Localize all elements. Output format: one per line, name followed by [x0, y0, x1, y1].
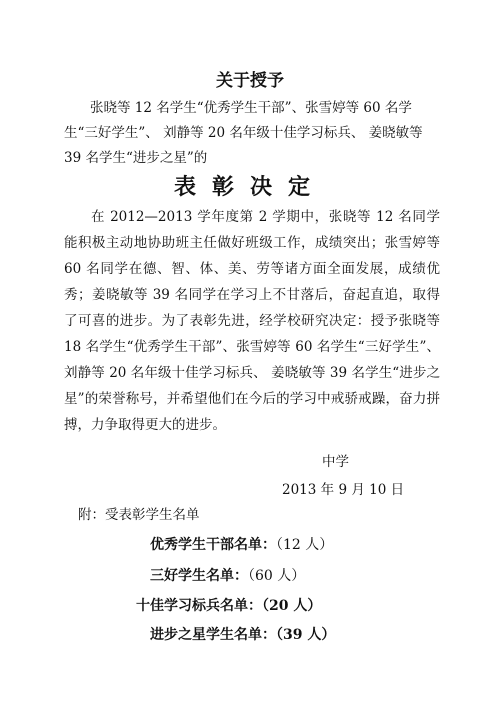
signature-organization: 中学 [322, 454, 349, 470]
list-item [136, 595, 321, 615]
list-count: （20 人） [262, 598, 322, 614]
list-item [150, 565, 305, 585]
signature-date: 2013 年 9 月 10 日 [282, 482, 405, 498]
list-label: 十佳学习标兵名单： [136, 598, 262, 614]
document-body: 在 2012—2013 学年度第 2 学期中，张晓等 12 名同学能积极主动地协助班主任做好班级工作，成绩突出；张雪婷等 60 名同学在德、智、体、美、劳等诸方面全面发展，成绩优秀；姜晓敏等 39 名同学在学习上不甘落后，奋起直追，取得了可喜的进步。为了表彰先进，经学校研究决定：授予张晓等 18 名学生“优秀学生干部”、张雪婷等 60 名学生“三好学生”、 刘静等 20 名年级十佳学习标兵、 姜晓敏等 39 名学生“进步之星”的荣誉称号，并希望他们在今后的学习中戒骄戒躁，奋力拼搏，力争取得更大的进步。 [64, 209, 440, 433]
list-label: 优秀学生干部名单： [150, 537, 276, 553]
list-count: （60 人） [248, 568, 306, 584]
list-count: （39 人） [276, 627, 336, 643]
list-count: （12 人） [276, 537, 334, 553]
document-subject: 张晓等 12 名学生“优秀学生干部”、张雪婷等 60 名学生“三好学生”、 刘静等 20 名年级十佳学习标兵、 姜晓敏等 39 名学生“进步之星”的 [64, 100, 423, 166]
list-label: 进步之星学生名单： [150, 627, 276, 643]
attachment-label: 附：受表彰学生名单 [78, 507, 200, 523]
list-label: 三好学生名单： [150, 568, 248, 584]
list-item [150, 534, 333, 554]
list-item [150, 624, 335, 644]
decision-title: 表彰决定 [173, 175, 326, 200]
document-heading: 关于授予 [216, 71, 284, 91]
